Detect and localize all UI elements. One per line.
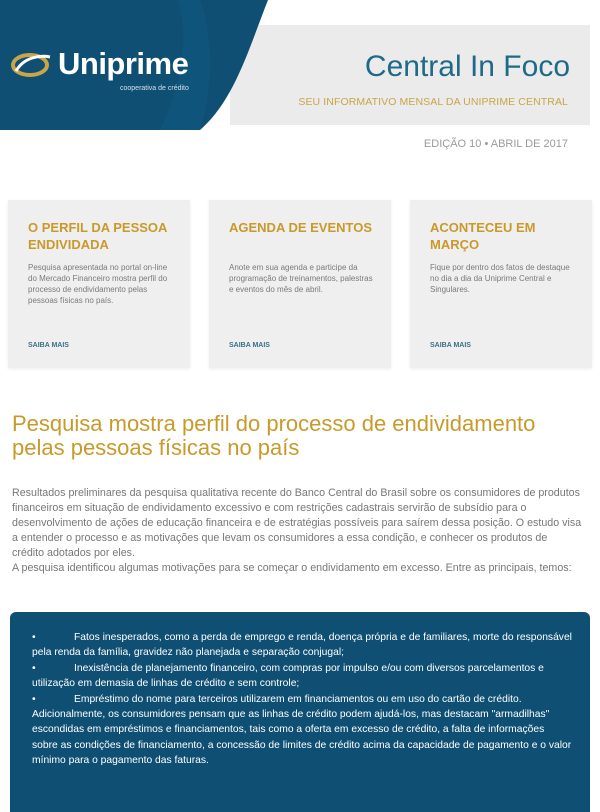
list-item-text: Inexistência de planejamento financeiro, com compras por impulso e/ou com diversos parcelamentos e utilização em demasia de linhas de crédito e sem controle; bbox=[32, 662, 544, 690]
card-aconteceu-marco[interactable] bbox=[410, 200, 592, 368]
card-saiba-mais-link[interactable]: SAIBA MAIS bbox=[28, 342, 69, 349]
logo-tagline: cooperativa de crédito bbox=[120, 85, 189, 92]
article-title: Pesquisa mostra perfil do processo de endividamento pelas pessoas físicas no país bbox=[12, 411, 536, 460]
card-text: Fique por dentro dos fatos de destaque no dia a dia da Uniprime Central e Singulares. bbox=[430, 263, 570, 294]
card-perfil-pessoa-endividada[interactable] bbox=[8, 200, 190, 368]
card-saiba-mais-link[interactable]: SAIBA MAIS bbox=[229, 342, 270, 349]
card-title: AGENDA DE EVENTOS bbox=[229, 220, 373, 235]
list-item-text: Fatos inesperados, como a perda de emprego e renda, doença própria e de familiares, morte do responsável pela renda da família, gravidez não planejada e separação conjugal; bbox=[32, 632, 572, 659]
list-item bbox=[32, 630, 572, 661]
logo-wordmark: Uniprime bbox=[58, 46, 189, 81]
article-body bbox=[12, 486, 582, 576]
list-item bbox=[32, 692, 572, 707]
newsletter-subtitle: SEU INFORMATIVO MENSAL DA UNIPRIME CENTRAL bbox=[298, 96, 568, 108]
card-title: O PERFIL DA PESSOA ENDIVIDADA bbox=[28, 220, 167, 252]
list-item bbox=[32, 661, 572, 692]
bullet-icon: • bbox=[32, 632, 36, 643]
article-paragraph: A pesquisa identificou algumas motivações para se começar o endividamento em excesso. Entre as principais, temos: bbox=[12, 562, 572, 574]
card-agenda-eventos[interactable] bbox=[209, 200, 391, 368]
uniprime-logo[interactable] bbox=[10, 48, 188, 79]
article-paragraph: Resultados preliminares da pesquisa qualitativa recente do Banco Central do Brasil sobre os consumidores de produtos financeiros em situação de endividamento excessivo e com restrições cadastrais servirão de subsídio para o desenvolvimento de ações de educação financeira e de estratégias possíveis para saírem dessa posição. O estudo visa a entender o processo e as motivações que levam os consumidores a essa condição, e conhecer os produtos de crédito adotados por eles. bbox=[12, 487, 582, 559]
header-banner bbox=[0, 0, 600, 130]
edition-label: EDIÇÃO 10 • ABRIL DE 2017 bbox=[423, 138, 568, 150]
newsletter-title: Central In Foco bbox=[364, 50, 570, 83]
highlight-box bbox=[10, 612, 590, 812]
card-saiba-mais-link[interactable]: SAIBA MAIS bbox=[430, 342, 471, 349]
bullet-icon: • bbox=[32, 693, 36, 705]
card-title: ACONTECEU EM MARÇO bbox=[430, 220, 536, 252]
highlight-closing-text: Adicionalmente, os consumidores pensam que as linhas de crédito podem ajudá-los, mas destacam "armadilhas" escondidas em empréstimos e financiamentos, tais como a oferta em excesso de crédito, a falta de informações sobre as condições de financiamento, a concessão de limites de crédito acima da capacidade de pagamento e o valor mínimo para o pagamento das faturas. bbox=[32, 709, 572, 767]
list-item-text: Empréstimo do nome para terceiros utilizarem em financiamentos ou em uso do cartão de crédito. bbox=[74, 693, 522, 705]
card-text: Anote em sua agenda e participe da programação de treinamentos, palestras e eventos do mês de abril. bbox=[229, 263, 373, 294]
bullet-icon: • bbox=[32, 662, 36, 674]
uniprime-logo-mark-icon bbox=[10, 49, 54, 79]
card-text: Pesquisa apresentada no portal on-line do Mercado Financeiro mostra perfil do processo de endividamento pelas pessoas físicas no país. bbox=[28, 263, 168, 305]
